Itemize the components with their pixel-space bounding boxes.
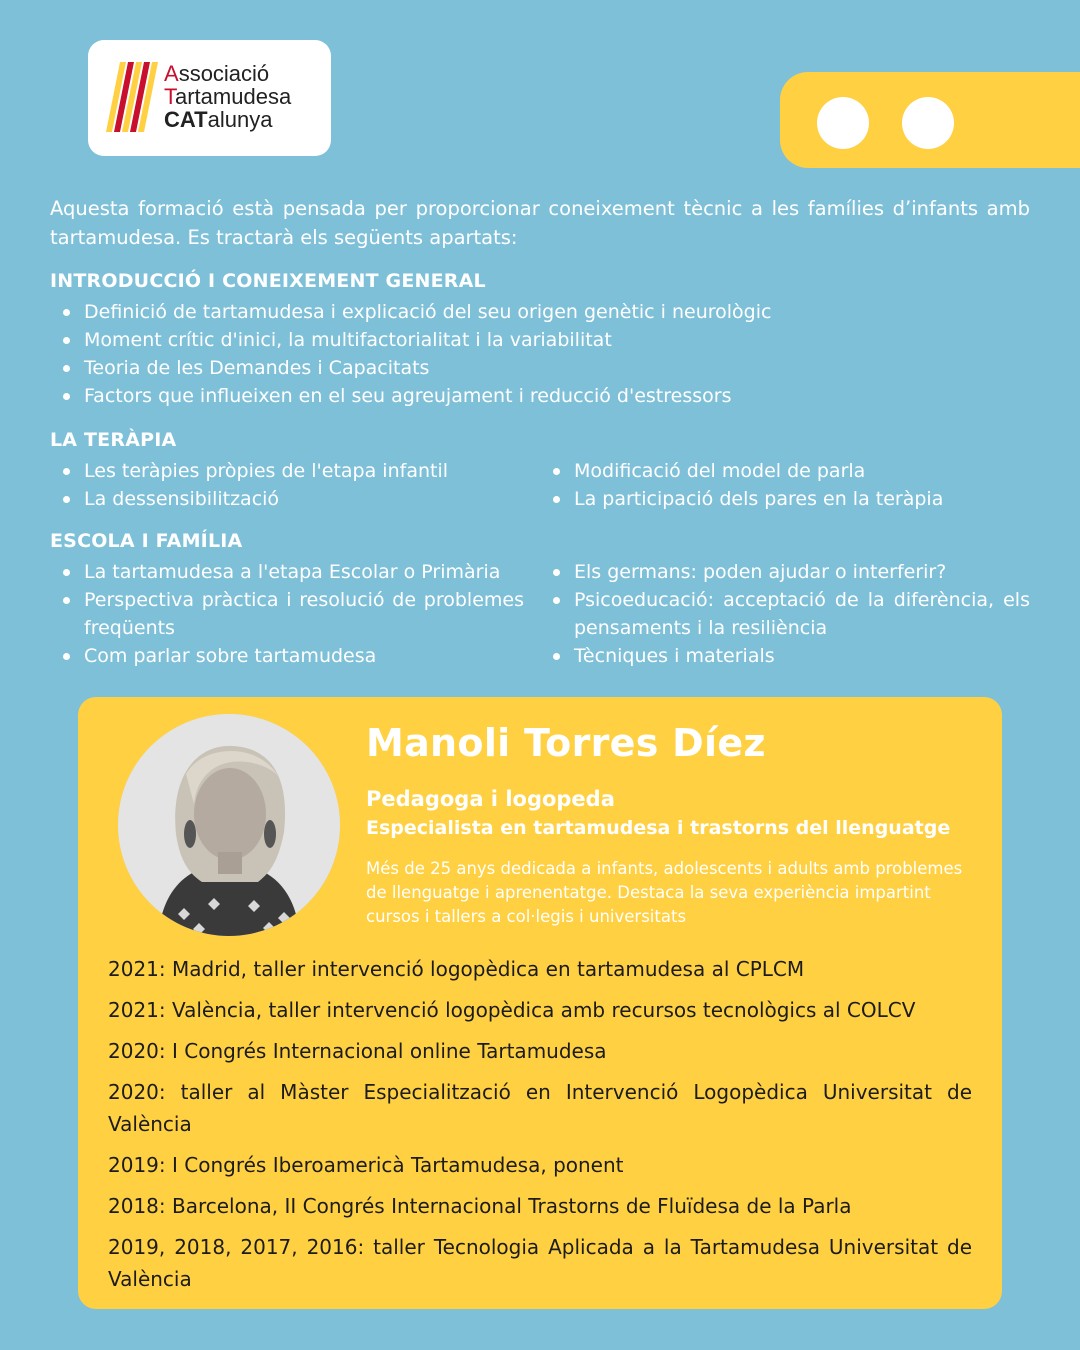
list-item: Com parlar sobre tartamudesa <box>50 642 524 670</box>
logo-wordmark: Associació Tartamudesa CATalunya <box>164 61 292 132</box>
speaker-role: Pedagoga i logopeda <box>366 787 615 811</box>
career-item: 2021: València, taller intervenció logopèdica amb recursos tecnològics al COLCV <box>108 998 916 1022</box>
list-item: Psicoeducació: acceptació de la diferència, els pensaments i la resiliència <box>540 586 1030 642</box>
list-item: La tartamudesa a l'etapa Escolar o Primària <box>50 558 524 586</box>
career-item: 2018: Barcelona, II Congrés Internacional Trastorns de Fluïdesa de la Parla <box>108 1194 852 1218</box>
terapia-list-left <box>50 457 524 513</box>
introduccio-list <box>50 298 1030 410</box>
list-item: Tècniques i materials <box>540 642 1030 670</box>
list-item: La participació dels pares en la teràpia <box>540 485 1030 513</box>
career-item: 2020: taller al Màster Especialització en Intervenció Logopèdica Universitat de València <box>108 1080 972 1136</box>
list-item: Modificació del model de parla <box>540 457 1030 485</box>
catalan-stripes-icon <box>106 62 162 132</box>
association-logo <box>88 40 331 156</box>
career-item: 2020: I Congrés Internacional online Tartamudesa <box>108 1039 607 1063</box>
escola-list-left <box>50 558 524 670</box>
list-item: La dessensibilització <box>50 485 524 513</box>
list-item: Moment crític d'inici, la multifactorialitat i la variabilitat <box>50 326 1030 354</box>
section-title-introduccio: INTRODUCCIÓ I CONEIXEMENT GENERAL <box>50 270 486 292</box>
terapia-list-right <box>540 457 1030 513</box>
decorative-dot <box>902 97 954 149</box>
list-item: Definició de tartamudesa i explicació del seu origen genètic i neurològic <box>50 298 1030 326</box>
career-item: 2019, 2018, 2017, 2016: taller Tecnologia Aplicada a la Tartamudesa Universitat de València <box>108 1235 972 1291</box>
list-item: Perspectiva pràctica i resolució de problemes freqüents <box>50 586 524 642</box>
speaker-card <box>78 697 1002 1309</box>
decorative-pill <box>780 72 1080 168</box>
career-item: 2019: I Congrés Iberoamericà Tartamudesa, ponent <box>108 1153 624 1177</box>
section-title-escola: ESCOLA I FAMÍLIA <box>50 530 243 552</box>
speaker-name: Manoli Torres Díez <box>366 721 766 765</box>
career-list <box>108 953 972 1304</box>
speaker-specialty: Especialista en tartamudesa i trastorns del llenguatge <box>366 817 951 839</box>
section-title-terapia: LA TERÀPIA <box>50 429 177 451</box>
intro-text: Aquesta formació està pensada per proporcionar coneixement tècnic a les famílies d’infants amb tartamudesa. Es tractarà els següents apartats: <box>50 197 1030 249</box>
decorative-dot <box>817 97 869 149</box>
speaker-bio: Més de 25 anys dedicada a infants, adolescents i adults amb problemes de llenguatge i aprenentatge. Destaca la seva experiència impartint cursos i tallers a col·legis i universitats <box>366 859 963 926</box>
escola-list-right <box>540 558 1030 670</box>
career-item: 2021: Madrid, taller intervenció logopèdica en tartamudesa al CPLCM <box>108 957 805 981</box>
list-item: Factors que influeixen en el seu agreujament i reducció d'estressors <box>50 382 1030 410</box>
list-item: Les teràpies pròpies de l'etapa infantil <box>50 457 524 485</box>
portrait-icon <box>118 714 340 936</box>
list-item: Teoria de les Demandes i Capacitats <box>50 354 1030 382</box>
speaker-photo <box>118 714 340 936</box>
list-item: Els germans: poden ajudar o interferir? <box>540 558 1030 586</box>
